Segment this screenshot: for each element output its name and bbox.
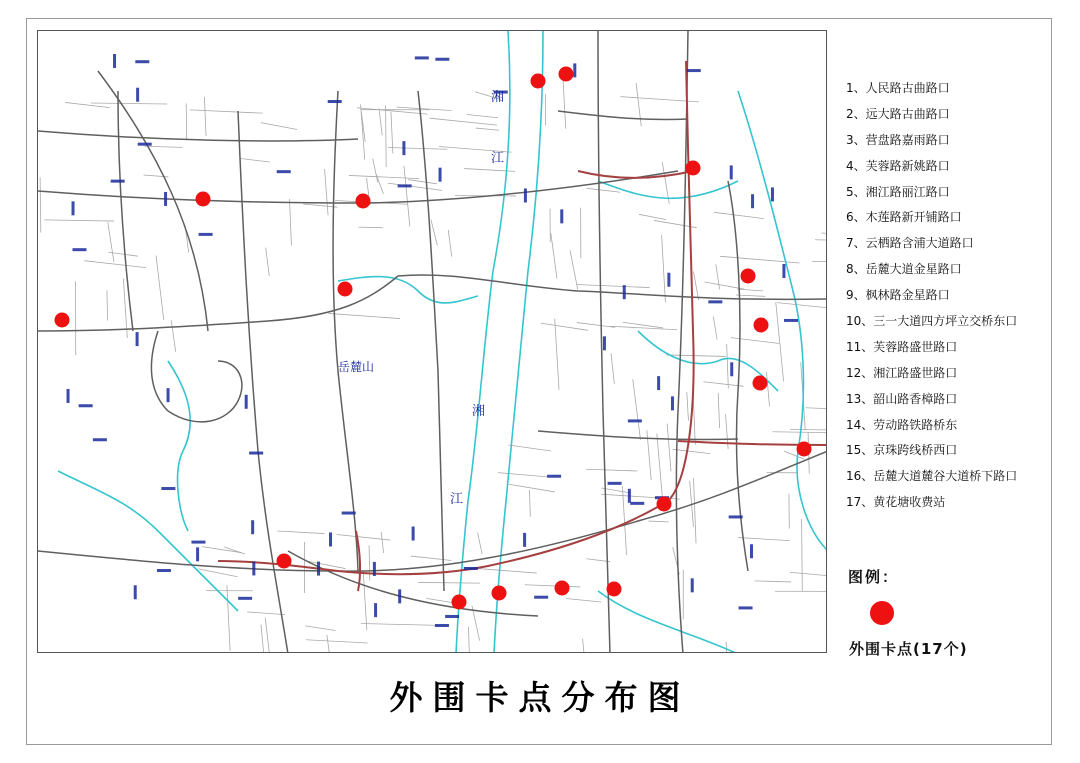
minor-road	[586, 469, 637, 471]
minor-road	[448, 230, 452, 257]
minor-road	[329, 313, 401, 318]
street-name-mark	[72, 201, 75, 215]
river-label-upper-1: 湘	[491, 90, 505, 105]
minor-road	[363, 572, 367, 630]
checkpoint-list-item: 12、湘江路盛世路口	[846, 365, 958, 380]
minor-road	[587, 188, 621, 192]
minor-road	[755, 581, 792, 582]
checkpoint-marker	[686, 161, 701, 176]
minor-road	[305, 626, 335, 631]
highway-line	[668, 61, 694, 501]
minor-road	[716, 264, 720, 289]
checkpoint-list-item: 6、木莲路新开铺路口	[846, 210, 962, 225]
street-name-mark	[573, 63, 576, 77]
minor-road	[529, 490, 530, 517]
street-name-mark	[238, 597, 252, 600]
checkpoint-marker	[492, 586, 507, 601]
street-name-mark	[402, 141, 405, 155]
major-road	[418, 91, 444, 591]
minor-road	[726, 642, 729, 653]
minor-road	[509, 484, 555, 492]
minor-road	[404, 166, 410, 227]
minor-road	[171, 320, 175, 351]
minor-road	[790, 572, 827, 576]
street-name-mark	[603, 336, 606, 350]
legend-marker-icon	[870, 601, 894, 625]
street-name-mark	[439, 168, 442, 182]
minor-road	[737, 289, 763, 291]
street-name-mark	[729, 515, 743, 518]
street-name-mark	[687, 69, 701, 72]
checkpoint-list-item: 2、远大路古曲路口	[846, 106, 950, 121]
street-name-mark	[277, 170, 291, 173]
major-roads	[38, 31, 827, 653]
minor-road	[767, 372, 770, 406]
minor-road	[622, 486, 626, 555]
minor-road	[821, 233, 827, 235]
minor-road	[408, 180, 437, 184]
street-name-mark	[164, 192, 167, 206]
minor-road	[373, 159, 378, 183]
minor-road	[261, 625, 267, 653]
minor-road	[498, 473, 548, 477]
street-name-mark	[435, 624, 449, 627]
minor-road	[190, 110, 263, 113]
minor-road	[666, 355, 725, 356]
street-name-mark	[93, 438, 107, 441]
street-name-mark	[135, 60, 149, 63]
street-name-mark	[138, 143, 152, 146]
minor-road	[541, 323, 588, 330]
minor-road	[662, 235, 666, 302]
checkpoint-marker	[741, 269, 756, 284]
river-line	[58, 471, 238, 611]
street-name-mark	[329, 532, 332, 546]
checkpoint-marker	[531, 74, 546, 89]
street-name-mark	[628, 489, 631, 503]
minor-road	[418, 582, 480, 583]
street-name-mark	[161, 487, 175, 490]
minor-road	[576, 285, 649, 288]
minor-road	[381, 532, 383, 553]
checkpoint-marker	[753, 376, 768, 391]
street-name-mark	[547, 475, 561, 478]
minor-road	[361, 624, 439, 626]
street-name-mark	[630, 502, 644, 505]
minor-road	[633, 379, 641, 440]
minor-road	[386, 106, 387, 167]
street-name-mark	[739, 606, 753, 609]
minor-road	[227, 585, 230, 650]
minor-road	[337, 535, 391, 541]
minor-road	[44, 220, 114, 221]
minor-road	[649, 521, 669, 522]
street-name-mark	[771, 187, 774, 201]
checkpoint-list-item: 3、营盘路嘉雨路口	[846, 132, 950, 147]
minor-road	[476, 128, 499, 130]
minor-road	[570, 250, 578, 289]
minor-road	[266, 248, 270, 276]
street-name-mark	[374, 603, 377, 617]
street-name-mark	[317, 562, 320, 576]
minor-road	[391, 112, 393, 154]
minor-road	[687, 392, 689, 421]
checkpoint-markers	[55, 67, 812, 610]
checkpoint-list-item: 11、芙蓉路盛世路口	[846, 339, 958, 354]
street-name-mark	[730, 362, 733, 376]
street-name-mark	[136, 332, 139, 346]
page-title: 外围卡点分布图	[389, 678, 691, 717]
minor-road	[379, 108, 382, 135]
minor-road	[277, 531, 324, 534]
street-name-mark	[67, 389, 70, 403]
street-name-mark	[623, 285, 626, 299]
street-name-mark	[72, 248, 86, 251]
river-line	[168, 361, 190, 531]
minor-road	[199, 569, 238, 577]
minor-road	[577, 323, 615, 328]
street-name-mark	[435, 58, 449, 61]
street-name-mark	[199, 233, 213, 236]
minor-road	[738, 538, 790, 541]
minor-road	[727, 344, 729, 389]
minor-road	[325, 169, 329, 215]
minor-road	[736, 295, 765, 296]
checkpoint-marker	[452, 595, 467, 610]
street-name-mark	[412, 527, 415, 541]
minor-road	[639, 214, 666, 219]
street-name-mark	[113, 54, 116, 68]
minor-road	[290, 199, 292, 245]
street-name-mark	[708, 300, 722, 303]
river-line	[598, 591, 738, 653]
minor-road	[204, 97, 206, 136]
minor-road	[713, 316, 717, 339]
checkpoint-marker	[555, 581, 570, 596]
street-name-mark	[560, 209, 563, 223]
checkpoint-list	[846, 78, 1017, 518]
minor-road	[714, 212, 764, 218]
river-line	[456, 31, 510, 653]
minor-road	[202, 547, 242, 553]
minor-road	[411, 556, 452, 560]
street-name-mark	[398, 589, 401, 603]
minor-road	[693, 478, 696, 543]
minor-road	[430, 118, 497, 125]
street-name-mark	[782, 264, 785, 278]
minor-road	[467, 114, 498, 117]
minor-road	[91, 103, 167, 104]
minor-road	[478, 533, 483, 554]
river-line	[338, 277, 478, 303]
city-map[interactable]	[37, 30, 827, 653]
minor-road	[555, 319, 559, 390]
street-name-mark	[251, 520, 254, 534]
mountain-label: 岳麓山	[338, 360, 375, 374]
checkpoint-list-item: 10、三一大道四方坪立交桥东口	[846, 314, 1018, 329]
checkpoint-list-item: 8、岳麓大道金星路口	[846, 262, 962, 277]
minor-road	[718, 393, 719, 428]
minor-road	[349, 175, 419, 178]
minor-road	[720, 256, 799, 263]
checkpoint-marker	[797, 442, 812, 457]
minor-road	[303, 204, 337, 207]
checkpoint-marker	[277, 554, 292, 569]
street-name-mark	[657, 376, 660, 390]
minor-road	[327, 635, 330, 653]
river-label-lower-1: 湘	[472, 404, 486, 419]
minor-road	[40, 177, 41, 232]
minor-road	[240, 158, 270, 162]
minor-road	[610, 326, 677, 330]
minor-road	[261, 123, 297, 130]
street-name-mark	[111, 180, 125, 183]
minor-road	[636, 83, 641, 126]
minor-road	[525, 585, 580, 587]
checkpoint-list-item: 1、人民路古曲路口	[846, 81, 950, 95]
minor-road	[583, 639, 588, 653]
minor-road	[108, 222, 114, 262]
checkpoint-list-item: 14、劳动路铁路桥东	[846, 417, 958, 432]
legend-marker-label: 外围卡点(17个)	[849, 640, 968, 658]
street-name-mark	[667, 273, 670, 287]
street-name-mark	[167, 388, 170, 402]
minor-road	[84, 261, 146, 268]
street-name-mark	[196, 547, 199, 561]
street-name-mark	[249, 452, 263, 455]
minor-road	[306, 640, 367, 643]
street-name-mark	[252, 561, 255, 575]
minor-road	[802, 519, 803, 591]
street-name-mark	[134, 585, 137, 599]
major-road	[38, 131, 358, 141]
street-name-mark	[373, 562, 376, 576]
major-road	[151, 331, 241, 422]
major-road	[118, 91, 133, 331]
minor-road	[667, 424, 671, 472]
street-name-mark	[523, 533, 526, 547]
street-name-mark	[157, 569, 171, 572]
minor-road	[156, 256, 164, 320]
major-road	[558, 111, 688, 119]
minor-road	[790, 429, 827, 430]
checkpoint-list-item: 4、芙蓉路新姚路口	[846, 158, 950, 173]
map-text-labels	[338, 89, 504, 507]
major-road	[333, 91, 358, 571]
street-name-mark	[245, 395, 248, 409]
street-name-mark	[328, 100, 342, 103]
street-name-mark	[628, 419, 642, 422]
minor-road	[468, 627, 470, 653]
checkpoint-list-item: 7、云栖路含浦大道路口	[846, 236, 974, 251]
checkpoint-marker	[607, 582, 622, 597]
river-label-upper-2: 江	[491, 151, 505, 166]
checkpoint-marker	[657, 497, 672, 512]
checkpoint-marker	[196, 192, 211, 207]
minor-road	[145, 146, 183, 147]
street-name-mark	[415, 56, 429, 59]
checkpoint-marker	[356, 194, 371, 209]
checkpoint-marker	[754, 318, 769, 333]
street-name-mark	[784, 319, 798, 322]
minor-road	[431, 220, 437, 246]
minor-road	[731, 338, 779, 344]
street-name-mark	[79, 404, 93, 407]
minor-road	[369, 545, 370, 580]
minor-road	[358, 227, 383, 228]
street-name-mark	[464, 567, 478, 570]
checkpoint-list-item: 13、韶山路香樟路口	[846, 391, 958, 406]
major-road	[238, 111, 288, 653]
minor-road	[611, 353, 614, 384]
street-name-mark	[751, 194, 754, 208]
minor-road	[673, 449, 711, 453]
minor-road	[186, 103, 187, 140]
checkpoint-marker	[338, 282, 353, 297]
street-name-mark	[136, 88, 139, 102]
minor-road	[693, 272, 698, 300]
minor-road	[806, 408, 827, 411]
minor-road	[777, 303, 827, 311]
street-name-mark	[750, 544, 753, 558]
minor-road	[815, 240, 827, 241]
minor-road	[265, 618, 272, 653]
checkpoint-list-item: 16、岳麓大道麓谷大道桥下路口	[846, 469, 1018, 484]
minor-road	[107, 290, 108, 320]
street-name-mark	[191, 541, 205, 544]
street-name-mark	[608, 482, 622, 485]
street-name-mark	[398, 184, 412, 187]
major-road	[538, 431, 738, 439]
street-name-mark	[730, 165, 733, 179]
checkpoint-list-item: 5、湘江路丽江路口	[846, 184, 950, 199]
minor-road	[566, 599, 601, 602]
minor-road	[388, 183, 443, 190]
checkpoint-list-item: 15、京珠跨线桥西口	[846, 443, 958, 458]
major-road	[398, 275, 827, 299]
minor-road	[247, 612, 285, 615]
minor-road	[508, 445, 551, 451]
major-road	[38, 451, 827, 571]
minor-road	[776, 302, 784, 381]
minor-road	[388, 148, 447, 150]
checkpoint-marker	[55, 313, 70, 328]
street-name-mark	[691, 578, 694, 592]
major-road	[676, 31, 688, 653]
street-name-mark	[524, 188, 527, 202]
minor-road	[551, 234, 557, 279]
river-label-lower-2: 江	[450, 492, 464, 507]
checkpoint-list-item: 9、枫林路金星路口	[846, 288, 950, 303]
street-name-mark	[534, 596, 548, 599]
checkpoint-marker	[559, 67, 574, 82]
checkpoint-list-item: 17、黄花塘收费站	[846, 495, 946, 510]
legend-title: 图例：	[848, 568, 900, 586]
street-name-mark	[445, 615, 459, 618]
street-name-mark	[342, 512, 356, 515]
street-name-mark	[671, 396, 674, 410]
map-canvas	[38, 31, 827, 653]
